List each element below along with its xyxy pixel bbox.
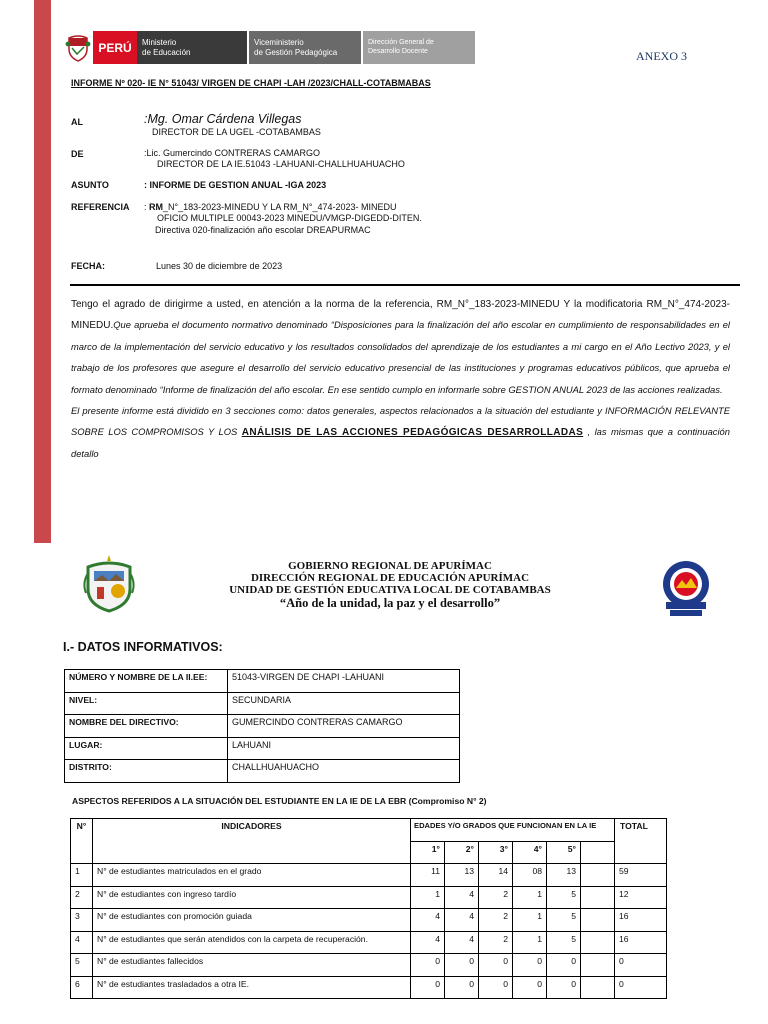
date-value: Lunes 30 de diciembre de 2023 [156,261,283,271]
year-motto: “Año de la unidad, la paz y el desarrollo” [279,596,501,610]
viceministry-box: Viceministerio de Gestión Pedagógica [249,31,361,64]
direction-box: Dirección General de Desarrollo Docente [363,31,475,64]
ugel-cotabambas-seal-icon [660,558,712,620]
body-paragraph-2b: , las mismas que a continuación detallo [71,426,730,459]
indicators-table [70,818,667,999]
peru-shield-icon [62,31,93,64]
fecha-label: FECHA: [71,261,105,271]
decorative-red-bar [34,0,51,543]
government-header [160,560,620,611]
table-row: 5 N° de estudiantes fallecidos 0 0 0 0 0 0 [71,954,667,977]
table-row: 4 N° de estudiantes que serán atendidos con la carpeta de recuperación. 4 4 2 1 5 16 [71,931,667,954]
body-paragraph-1b: Que aprueba el documento normativo denominado “Disposiciones para la finalización del año escolar en cumplimiento de responsabilidades en el marco de la implementación del servicio educativo y los resultados consolidados del aprendizaje de los estudiantes a mi cargo en el Año Lectivo 2023, y el trabajo de los profesores que asegure el desarrollo del servicio educativo presencial de las instituciones y programas educativos públicos, que aprueba el formato denominado “Informe de finalización del año escolar. En ese sentido cumplo en informarle sobre GESTION ANUAL 2023 de las acciones realizadas. [71,319,730,395]
sender-name: :Lic. Gumercindo CONTRERAS CAMARGO [144,148,321,158]
ministry-box: Ministerio de Educación [137,31,247,64]
reference-line-2: OFICIO MULTIPLE 00043-2023 MINEDU/VMGP-DIGEDD-DITEN. [157,213,422,223]
annex-label: ANEXO 3 [636,49,687,63]
ministry-logo-strip [62,31,475,64]
apurimac-coat-of-arms-icon [80,553,138,615]
reference-line-1: : RM_N°_183-2023-MINEDU Y LA RM_N°_474-2023- MINEDU [144,202,397,212]
gov-line-3: UNIDAD DE GESTIÓN EDUCATIVA LOCAL DE COTABAMBAS [229,584,551,596]
gov-line-2: DIRECCIÓN REGIONAL DE EDUCACIÓN APURÍMAC [250,572,530,584]
table-row: 6 N° de estudiantes trasladados a otra IE. 0 0 0 0 0 0 [71,976,667,999]
de-label: DE [71,149,84,159]
table-row: NOMBRE DEL DIRECTIVO: GUMERCINDO CONTRERAS CAMARGO [65,715,460,738]
table-row: 3 N° de estudiantes con promoción guiada 4 4 2 1 5 16 [71,909,667,932]
table-row: 1 N° de estudiantes matriculados en el grado 11 13 14 08 13 59 [71,864,667,887]
table-row: NÚMERO Y NOMBRE DE LA II.EE: 51043-VIRGEN DE CHAPI -LAHUANI [65,670,460,693]
table-row: DISTRITO: CHALLHUAHUACHO [65,760,460,783]
table-row: LUGAR: LAHUANI [65,737,460,760]
reference-line-3: Directiva 020-finalización año escolar DREAPURMAC [155,225,371,235]
recipient-name: :Mg. Omar Cárdena Villegas [144,112,302,126]
recipient-role: DIRECTOR DE LA UGEL -COTABAMBAS [152,127,321,137]
school-info-table [64,669,460,783]
asunto-label: ASUNTO [71,180,109,190]
subject-value: : INFORME DE GESTION ANUAL -IGA 2023 [144,180,327,190]
sender-role: DIRECTOR DE LA IE.51043 -LAHUANI-CHALLHUAHUACHO [157,159,405,169]
referencia-label: REFERENCIA [71,202,130,212]
body-paragraph-2a: El presente informe está dividido en 3 secciones como: datos generales, aspectos relacionados a la situación del estudiante y INFORMACIÓN RELEVANTE SOBRE LOS COMPROMISOS Y LOS [71,405,730,438]
aspects-title: ASPECTOS REFERIDOS A LA SITUACIÓN DEL ESTUDIANTE EN LA IE DE LA EBR (Compromiso N° 2) [72,796,487,806]
grade-header-row: 1° 2° 3° 4° 5° [71,841,667,864]
gov-line-1: GOBIERNO REGIONAL DE APURÍMAC [288,560,492,572]
report-title: INFORME Nº 020- IE N° 51043/ VIRGEN DE CHAPI -LAH /2023/CHALL-COTABMABAS [71,78,431,88]
al-label: AL [71,117,83,127]
table-row: 2 N° de estudiantes con ingreso tardío 1 4 2 1 5 12 [71,886,667,909]
body-paragraph-2-underline: ANÁLISIS DE LAS ACCIONES PEDAGÓGICAS DESARROLLADAS [241,427,584,439]
letter-body [71,295,730,465]
divider [70,284,740,286]
table-header-row: N° INDICADORES EDADES Y/O GRADOS QUE FUNCIONAN EN LA IE TOTAL [71,819,667,842]
peru-label: PERÚ [93,31,137,64]
table-row: NIVEL: SECUNDARIA [65,692,460,715]
section-1-title: I.- DATOS INFORMATIVOS: [63,640,223,654]
body-paragraph-1a: Tengo el agrado de dirigirme a usted, en atención a la norma de la referencia, RM_N°_183-2023-MINEDU Y la modificatoria RM_N°_474-2023- MINEDU. [71,299,730,332]
